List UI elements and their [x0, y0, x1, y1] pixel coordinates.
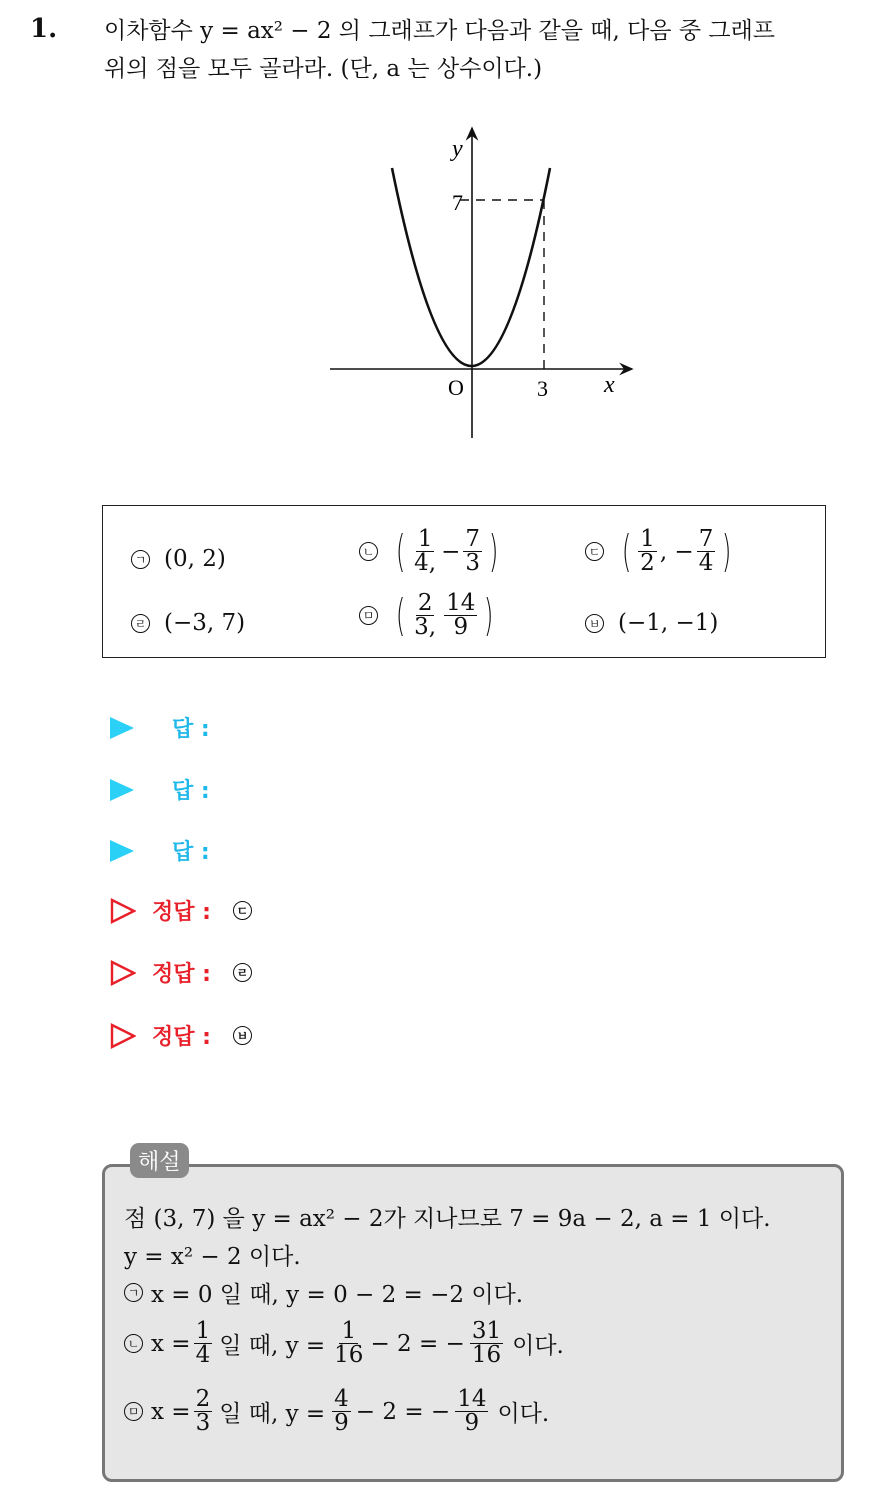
numerator: 1	[417, 526, 433, 552]
choice-mark: ㄱ	[131, 550, 150, 569]
parabola-curve	[392, 168, 550, 366]
denominator: 3,	[414, 614, 437, 640]
numerator: 2	[195, 1386, 211, 1412]
answer-row-2	[110, 774, 210, 805]
denominator: 4	[698, 550, 714, 576]
choice-mark: ㄴ	[359, 542, 378, 561]
separator: −	[441, 538, 461, 565]
separator: , −	[659, 538, 694, 565]
solution-mark: ㄱ	[124, 1283, 143, 1302]
correct-label: 정답 :	[152, 1025, 211, 1050]
question-text	[104, 12, 864, 88]
denominator: 16	[334, 1342, 364, 1368]
choice-point: (−3, 7)	[164, 610, 246, 636]
solution-text: 이다.	[497, 1401, 550, 1427]
y-axis-label: y	[452, 136, 463, 162]
denominator: 9	[334, 1410, 349, 1436]
choice-point: (0, 2)	[164, 546, 226, 572]
numerator: 4	[334, 1386, 349, 1412]
solution-text: − 2 = −	[370, 1330, 465, 1357]
answer-row-1	[110, 712, 210, 743]
outline-triangle-icon	[110, 960, 136, 986]
numerator: 7	[698, 526, 714, 552]
choice-5	[359, 589, 498, 641]
denominator: 9	[464, 1410, 480, 1436]
solution-text: − 2 = −	[355, 1398, 451, 1425]
correct-mark: ㅂ	[233, 1026, 252, 1045]
solution-line-1: 점 (3, 7) 을 y = ax² − 2가 지나므로 7 = 9a − 2, a = 1 이다.	[124, 1206, 771, 1232]
question-line-2: 위의 점을 모두 골라라. (단, a 는 상수이다.)	[104, 56, 543, 82]
y-tick-7: 7	[452, 190, 463, 215]
denominator: 4	[195, 1342, 211, 1368]
fraction	[697, 528, 716, 575]
answer-label: 답 :	[172, 717, 210, 742]
fraction	[332, 1388, 351, 1435]
denominator: 16	[471, 1342, 502, 1368]
fraction	[194, 1320, 213, 1367]
play-triangle-icon	[110, 840, 134, 862]
numerator: 14	[446, 590, 476, 616]
play-triangle-icon	[110, 717, 134, 739]
question-number: 1.	[30, 14, 58, 44]
outline-triangle-icon	[110, 1023, 136, 1049]
choice-point: (−1, −1)	[618, 610, 719, 636]
choice-6	[585, 610, 718, 636]
fraction	[412, 528, 438, 575]
answer-label: 답 :	[172, 779, 210, 804]
numerator: 1	[195, 1318, 211, 1344]
origin-label: O	[448, 375, 464, 400]
left-paren: (	[395, 589, 406, 641]
correct-answer-row-3	[110, 1020, 252, 1051]
solution-text: 일 때, y =	[219, 1333, 326, 1359]
fraction	[455, 1388, 488, 1435]
left-paren: (	[395, 525, 406, 577]
answer-label: 답 :	[172, 840, 210, 865]
right-paren: )	[488, 525, 499, 577]
solution-tag: 해설	[130, 1143, 189, 1178]
denominator: 4,	[414, 550, 437, 576]
choice-3	[585, 525, 736, 577]
solution-text: x =	[151, 1398, 191, 1425]
solution-text: x =	[151, 1330, 191, 1357]
fraction	[194, 1388, 213, 1435]
fraction	[470, 1320, 503, 1367]
numerator: 7	[465, 526, 481, 552]
fraction	[412, 592, 438, 639]
fraction	[332, 1320, 365, 1367]
solution-line-5	[124, 1388, 549, 1435]
choice-2	[359, 525, 502, 577]
solution-line-2: y = x² − 2 이다.	[124, 1244, 301, 1270]
solution-text: 일 때, y =	[219, 1401, 326, 1427]
denominator: 3	[465, 550, 481, 576]
solution-mark: ㅁ	[124, 1402, 143, 1421]
x-tick-3: 3	[537, 376, 548, 401]
choice-mark: ㄹ	[131, 614, 150, 633]
solution-mark: ㄴ	[124, 1334, 143, 1353]
correct-mark: ㄷ	[233, 901, 252, 920]
answer-row-3	[110, 835, 210, 866]
correct-label: 정답 :	[152, 900, 211, 925]
x-axis-label: x	[604, 372, 615, 398]
correct-answer-row-1	[110, 895, 252, 926]
left-paren: (	[621, 525, 632, 577]
choice-mark: ㅁ	[359, 606, 378, 625]
solution-text: x = 0 일 때, y = 0 − 2 = −2 이다.	[151, 1282, 524, 1308]
numerator: 31	[471, 1318, 502, 1344]
choice-1	[131, 546, 226, 572]
play-triangle-icon	[110, 779, 134, 801]
solution-line-3	[124, 1276, 523, 1309]
numerator: 1	[341, 1318, 357, 1344]
numerator: 1	[640, 526, 655, 552]
numerator: 2	[417, 590, 433, 616]
right-paren: )	[484, 589, 494, 641]
numerator: 14	[457, 1386, 487, 1412]
correct-label: 정답 :	[152, 962, 211, 987]
fraction	[638, 528, 657, 575]
choice-4	[131, 610, 245, 636]
denominator: 3	[195, 1410, 211, 1436]
question-line-1: 이차함수 y = ax² − 2 의 그래프가 다음과 같을 때, 다음 중 그래프	[104, 18, 776, 44]
denominator: 9	[453, 614, 469, 640]
denominator: 2	[640, 550, 655, 576]
correct-mark: ㄹ	[233, 963, 252, 982]
choices-box	[102, 505, 826, 658]
solution-text: 이다.	[512, 1333, 564, 1359]
choice-mark: ㄷ	[585, 542, 604, 561]
correct-answer-row-2	[110, 957, 252, 988]
choice-mark: ㅂ	[585, 614, 604, 633]
outline-triangle-icon	[110, 898, 136, 924]
solution-line-4	[124, 1320, 564, 1367]
right-paren: )	[722, 525, 732, 577]
parabola-graph	[320, 118, 650, 448]
fraction	[444, 592, 477, 639]
fraction	[463, 528, 482, 575]
